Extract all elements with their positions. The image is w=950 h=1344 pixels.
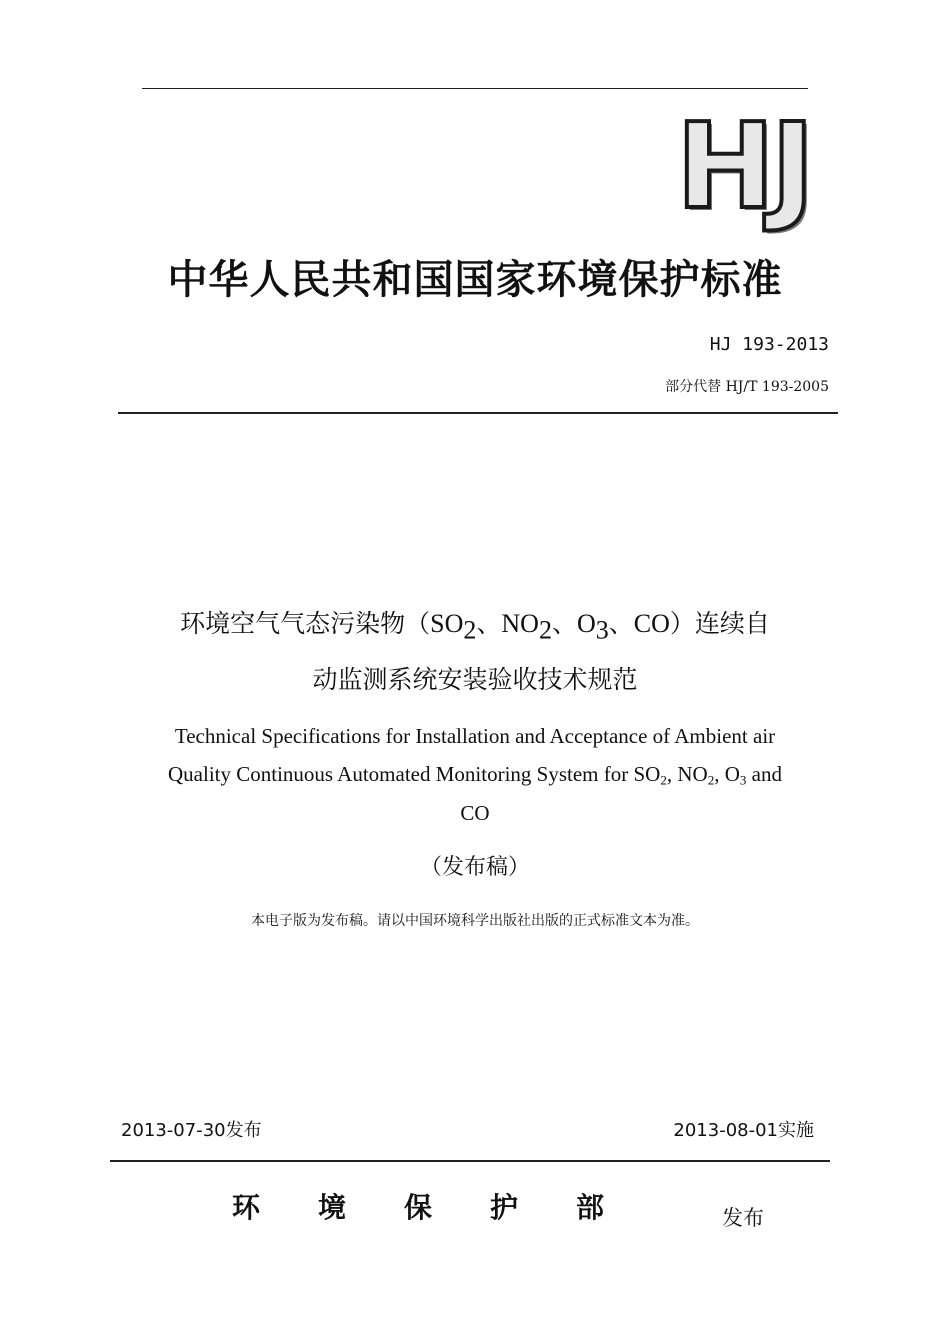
draft-label: （发布稿） (419, 855, 530, 880)
footer-rule (110, 1160, 830, 1162)
release-date: 2013-07-30发布 (121, 1120, 262, 1141)
top-rule (142, 88, 808, 89)
header-rule (118, 412, 838, 414)
chinese-title-line-1: 环境空气气态污染物（$SO_2$、$NO_2$、$O_3$、CO）连续自 (180, 609, 770, 645)
issuing-ministry: 环境保护部 (232, 1191, 663, 1224)
english-title-line-3: CO (460, 801, 490, 825)
english-title-line-1: Technical Specifications for Installation and Acceptance of Ambient air (174, 724, 776, 748)
english-title-line-2: Quality Continuous Automated Monitoring System for $SO_2$, $NO_2$, $O_3$ and (168, 762, 782, 788)
effective-date: 2013-08-01实施 (673, 1120, 814, 1141)
standard-number: HJ 193-2013 (709, 334, 829, 355)
publish-label: 发布 (722, 1206, 764, 1230)
replaces-note: 部分代替 HJ/T 193-2005 (665, 379, 829, 395)
main-title: 中华人民共和国国家环境保护标准 (167, 257, 783, 303)
chinese-title-line-2: 动监测系统安装验收技术规范 (312, 665, 638, 694)
hj-logo: HJ (676, 97, 811, 235)
edition-note: 本电子版为发布稿。请以中国环境科学出版社出版的正式标准文本为准。 (251, 913, 699, 929)
